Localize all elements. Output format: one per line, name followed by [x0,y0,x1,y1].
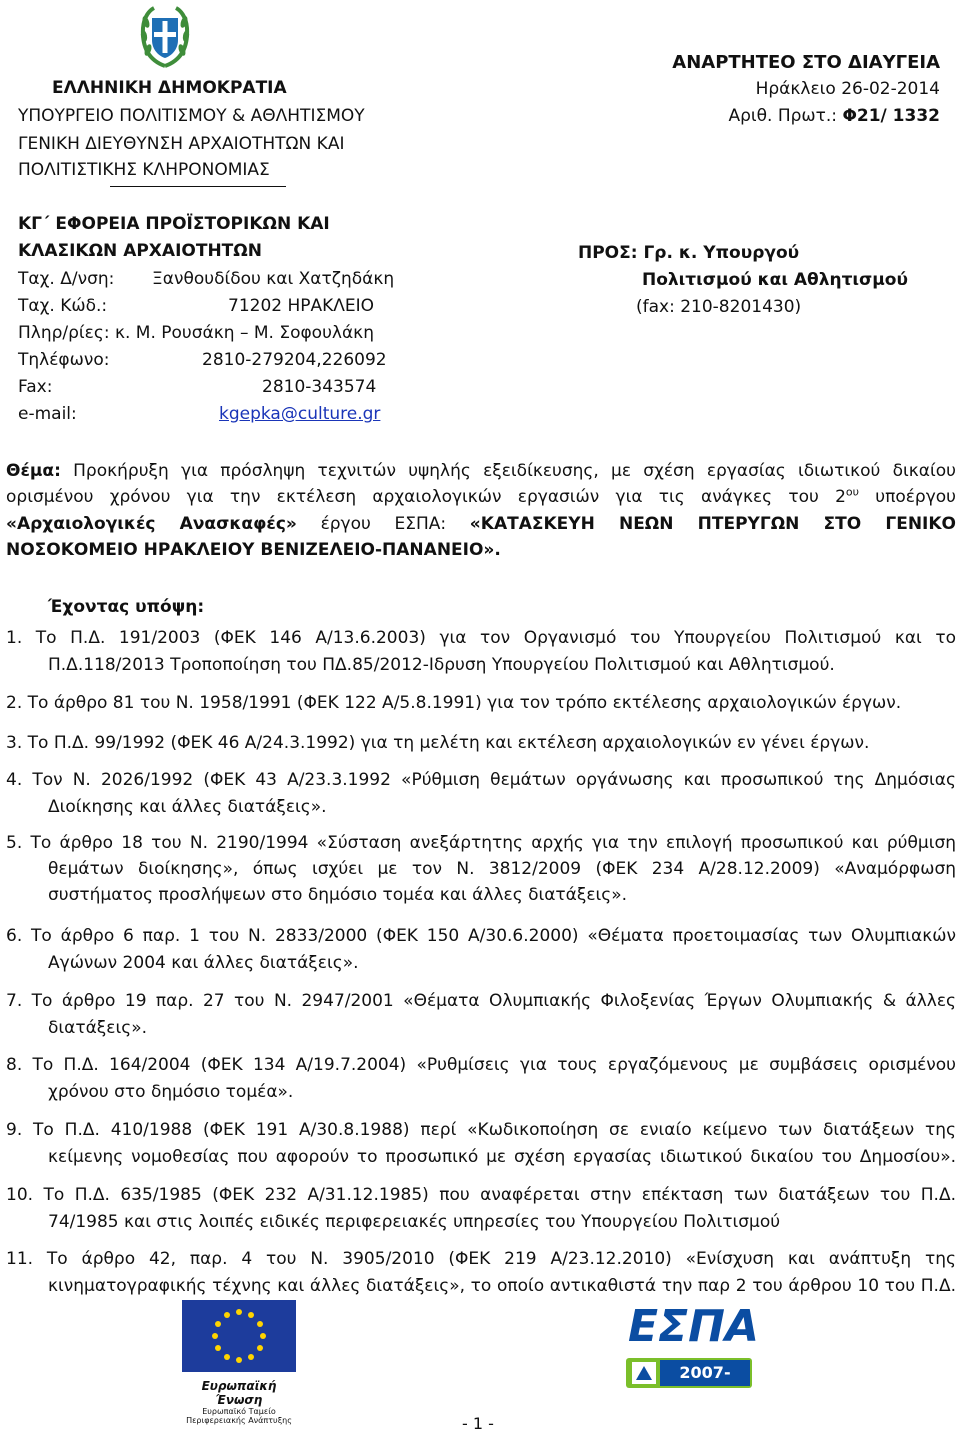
list-item-10-line-1: 10. Το Π.Δ. 635/1985 (ΦΕΚ 232 Α/31.12.1985) που αναφέρεται στην επέκταση των διατάξεων του Π.Δ. [6,1185,956,1205]
email-label: e-mail: [18,404,77,424]
eu-flag-icon [178,1300,300,1372]
subject-project: «ΚΑΤΑΣΚΕΥΗ ΝΕΩΝ ΠΤΕΡΥΓΩΝ ΣΤΟ ΓΕΝΙΚΟ [469,514,956,534]
list-item-8-line-1: 8. Το Π.Δ. 164/2004 (ΦΕΚ 134 Α/19.7.2004) «Ρυθμίσεις για τους εργαζόμενους με συμβάσεις ορισμένου [6,1055,956,1075]
subject-line-4: ΝΟΣΟΚΟΜΕΙΟ ΗΡΑΚΛΕΙΟΥ ΒΕΝΙΖΕΛΕΙΟ-ΠΑΝΑΝΕΙΟ». [6,540,501,560]
subject-text-2b: υποέργου [875,487,957,507]
espa-wordmark: ΕΣΠΑ [628,1301,759,1352]
page-number: - 1 - [462,1414,494,1433]
document-date: Ηράκλειο 26-02-2014 [755,79,940,99]
list-item-7-line-2: διατάξεις». [48,1018,148,1038]
subject-label: Θέμα: [6,461,61,481]
email-link[interactable]: kgepka@culture.gr [219,404,381,424]
eu-fund-line-1: Ευρωπαϊκό Ταμείο [202,1407,276,1416]
recipient-line-1: ΠΡΟΣ: Γρ. κ. Υπουργού [578,243,800,263]
espa-years: 2007-2013 [660,1360,750,1386]
list-item-1-line-1: 1. Το Π.Δ. 191/2003 (ΦΕΚ 146 Α/13.6.2003) για τον Οργανισμό του Υπουργείου Πολιτισμού και το [6,628,956,648]
phone-label: Τηλέφωνο: [18,350,110,370]
list-item-9-line-1: 9. Το Π.Δ. 410/1988 (ΦΕΚ 191 Α/30.8.1988) περί «Κωδικοποίηση σε ενιαίο κείμενο των διατάξεων της [6,1120,956,1140]
eu-fund-line-2: Περιφερειακής Ανάπτυξης [186,1416,292,1425]
fax-value: 2810-343574 [262,377,377,397]
general-directorate-line-2: ΠΟΛΙΤΙΣΤΙΚΗΣ ΚΛΗΡΟΝΟΜΙΑΣ [18,160,270,180]
recipient-fax: (fax: 210-8201430) [636,297,802,317]
list-item-6-line-2: Αγώνων 2004 και άλλες διατάξεις». [48,953,359,973]
list-item-11-line-2: κινηματογραφικής τέχνης και άλλες διατάξεις», το οποίο αντικαθιστά την παρ 2 του άρθρου 10 του Π.Δ. [48,1276,956,1296]
list-item-11-line-1: 11. Το άρθρο 42, παρ. 4 του Ν. 3905/2010 (ΦΕΚ 219 Α/23.12.2010) «Ενίσχυση και ανάπτυξη της [6,1249,956,1269]
header-divider [110,186,286,187]
phone-value: 2810-279204,226092 [202,350,387,370]
subject-text-1: Προκήρυξη για πρόσληψη τεχνιτών υψηλής εξειδίκευσης, με σχέση εργασίας ιδιωτικού δικαίου [73,461,956,481]
subject-line-1 [6,458,956,484]
list-item-10-line-2: 74/1985 και στις λοιπές ειδικές περιφερειακές υπηρεσίες του Υπουργείου Πολιτισμού [48,1212,781,1232]
espa-logo [620,1296,759,1408]
subject-line-3 [6,511,956,537]
list-item-4-line-2: Διοίκησης και άλλες διατάξεις». [48,797,327,817]
list-item-3: 3. Το Π.Δ. 99/1992 (ΦΕΚ 46 Α/24.3.1992) για τη μελέτη και εκτέλεση αρχαιολογικών εν γένει έργων. [6,733,870,753]
ephorate-line-1: ΚΓ΄ ΕΦΟΡΕΙΑ ΠΡΟΪΣΤΟΡΙΚΩΝ ΚΑΙ [18,214,330,234]
list-item-5-line-2: θεμάτων διοίκησης», όπως ισχύει με τον Ν. 3812/2009 (ΦΕΚ 234 Α/28.12.2009) «Αναμόρφωση [48,859,956,879]
zip-label: Ταχ. Κώδ.: [18,296,108,316]
list-item-6-line-1: 6. Το άρθρο 6 παρ. 1 του Ν. 2833/2000 (ΦΕΚ 150 Α/30.6.2000) «Θέματα προετοιμασίας των Ολυμπιακών [6,926,956,946]
ministry-name: ΥΠΟΥΡΓΕΙΟ ΠΟΛΙΤΙΣΜΟΥ & ΑΘΛΗΤΙΣΜΟΥ [18,106,365,126]
list-item-4-line-1: 4. Τον Ν. 2026/1992 (ΦΕΚ 43 Α/23.3.1992 «Ρύθμιση θεμάτων οργάνωσης και προσωπικού της Δημόσιας [6,770,956,790]
espa-emblem-icon [632,1362,656,1384]
list-item-2: 2. Το άρθρο 81 του Ν. 1958/1991 (ΦΕΚ 122 Α/5.8.1991) για τον τρόπο εκτέλεσης αρχαιολογικών έργων. [6,693,902,713]
protocol-number [728,106,940,126]
address-value: Ξανθουδίδου και Χατζηδάκη [152,269,395,289]
considering-heading: Έχοντας υπόψη: [48,597,205,617]
subject-superscript: ου [845,485,860,499]
protocol-value: Φ21/ 1332 [842,106,940,126]
list-item-5-line-1: 5. Το άρθρο 18 του Ν. 2190/1994 «Σύσταση ανεξάρτητης αρχής για την επιλογή προσωπικού και ρύθμιση [6,833,956,853]
list-item-8-line-2: χρόνου στο δημόσιο τομέα». [48,1082,294,1102]
general-directorate-line-1: ΓΕΝΙΚΗ ΔΙΕΥΘΥΝΣΗ ΑΡΧΑΙΟΤΗΤΩΝ ΚΑΙ [18,134,345,154]
greek-emblem-icon [138,6,192,68]
list-item-9-line-2: κείμενης νομοθεσίας που αφορούν το προσωπικό με σχέση εργασίας ιδιωτικού δικαίου του Δημοσίου». [48,1147,956,1167]
contact-persons: Πληρ/ρίες: κ. Μ. Ρουσάκη – Μ. Σοφουλάκη [18,323,374,343]
list-item-5-line-3: συστήματος προσλήψεων στο δημόσιο τομέα και άλλες διατάξεις». [48,885,628,905]
list-item-7-line-1: 7. Το άρθρο 19 παρ. 27 του Ν. 2947/2001 «Θέματα Ολυμπιακής Φιλοξενίας Έργων Ολυμπιακής & άλλες [6,991,956,1011]
protocol-label: Αριθ. Πρωτ.: [728,106,838,126]
republic-heading: ΕΛΛΗΝΙΚΗ ΔΗΜΟΚΡΑΤΙΑ [52,78,287,98]
list-item-1-line-2: Π.Δ.118/2013 Τροποποίηση του ΠΔ.85/2012-Ιδρυση Υπουργείου Πολιτισμού και Αθλητισμού. [48,655,835,675]
subject-subproject: «Αρχαιολογικές Ανασκαφές» [6,514,297,534]
eu-logo [178,1300,300,1425]
subject-line-2 [6,484,956,510]
subject-text-2a: ορισμένου χρόνου για την εκτέλεση αρχαιολογικών εργασιών για τις ανάγκες του 2 [6,487,846,507]
post-diavgeia-notice: ΑΝΑΡΤΗΤΕΟ ΣΤΟ ΔΙΑΥΓΕΙΑ [672,52,940,73]
address-label: Ταχ. Δ/νση: [18,269,115,289]
recipient-line-2: Πολιτισμού και Αθλητισμού [642,270,908,290]
ephorate-line-2: ΚΛΑΣΙΚΩΝ ΑΡΧΑΙΟΤΗΤΩΝ [18,241,262,261]
zip-value: 71202 ΗΡΑΚΛΕΙΟ [228,296,375,316]
fax-label: Fax: [18,377,53,397]
subject-espa-label: έργου ΕΣΠΑ: [320,514,447,534]
eu-label: Ευρωπαϊκή Ένωση [201,1379,277,1407]
